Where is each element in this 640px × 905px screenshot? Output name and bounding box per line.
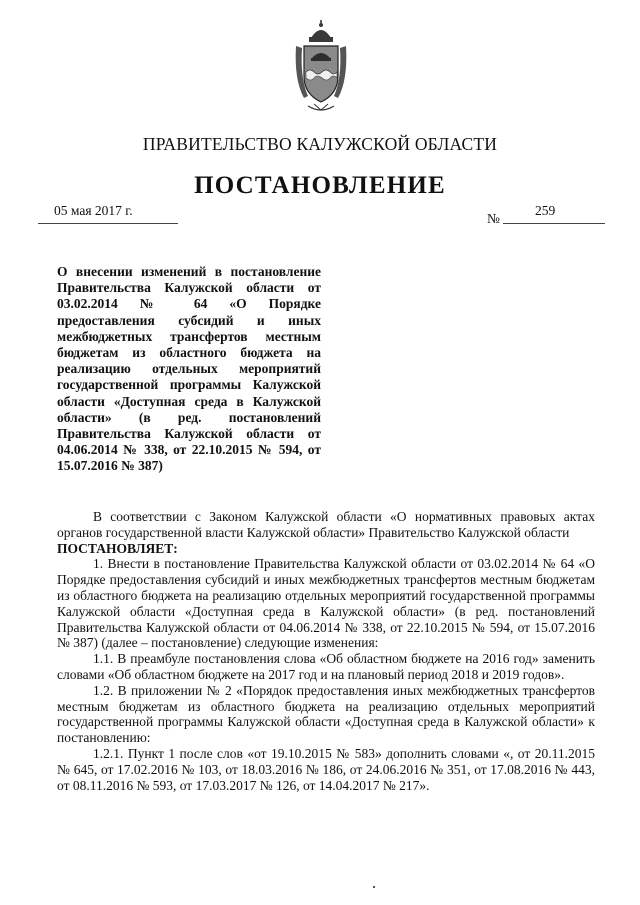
government-title: ПРАВИТЕЛЬСТВО КАЛУЖСКОЙ ОБЛАСТИ [142, 134, 498, 154]
number-sign: № [487, 211, 500, 226]
number-field [503, 203, 605, 224]
scan-mark [373, 886, 375, 888]
paragraph-1-2-1: 1.2.1. Пункт 1 после слов «от 19.10.2015 № 583» дополнить словами «, от 20.11.2015 № 645, от 17.02.2016 № 103, от 18.03.2016 № 186, от 24.06.2016 № 351, от 17.08.2016 № 443, от 08.11.2016 № 593, от 17.03.2017 № 126, от 14.04.2017 № 217». [57, 745, 595, 793]
paragraph-1-1: 1.1. В преамбуле постановления слова «Об областном бюджете на 2016 год» заменить словами «Об областном бюджете на 2017 год и на плановый период 2018 и 2019 годов». [57, 651, 595, 682]
document-type-title: ПОСТАНОВЛЕНИЕ [194, 172, 446, 199]
subject-heading: О внесении изменений в постановление Правительства Калужской области от 03.02.2014 № 64 «О Порядке предоставления субсидий и иных межбюджетных трансфертов местным бюджетам из областного бюджета на реализацию отдельных мероприятий государственной программы Калужской области «Доступная среда в Калужской области» (в ред. постановлений Правительства Калужской области от 04.06.2014 № 338, от 22.10.2015 № 594, от 15.07.2016 № 387) [57, 264, 321, 474]
resolves-heading: ПОСТАНОВЛЯЕТ: [57, 540, 178, 556]
date-value: 05 мая 2017 г. [54, 203, 133, 218]
paragraph-1: 1. Внести в постановление Правительства Калужской области от 03.02.2014 № 64 «О Порядке предоставления субсидий и иных межбюджетных трансфертов местным бюджетам из областного бюджета на реализацию отдельных мероприятий государственной программы Калужской области «Доступная среда в Калужской области» (в ред. постановлений Правительства Калужской области от 04.06.2014 № 338, от 22.10.2015 № 594, от 15.07.2016 № 387) (далее – постановление) следующие изменения: [57, 556, 595, 651]
coat-of-arms-emblem [290, 20, 352, 116]
preamble-paragraph: В соответствии с Законом Калужской области «О нормативных правовых актах органов государственной власти Калужской области» Правительство Калужской области [57, 509, 595, 540]
paragraph-1-2: 1.2. В приложении № 2 «Порядок предоставления иных межбюджетных трансфертов местным бюджетам из областного бюджета на реализацию отдельных мероприятий государственной программы Калужской области «Доступная среда в Калужской области» к постановлению: [57, 682, 595, 746]
date-field [38, 203, 178, 224]
document-body [57, 509, 595, 793]
number-value: 259 [535, 203, 556, 218]
